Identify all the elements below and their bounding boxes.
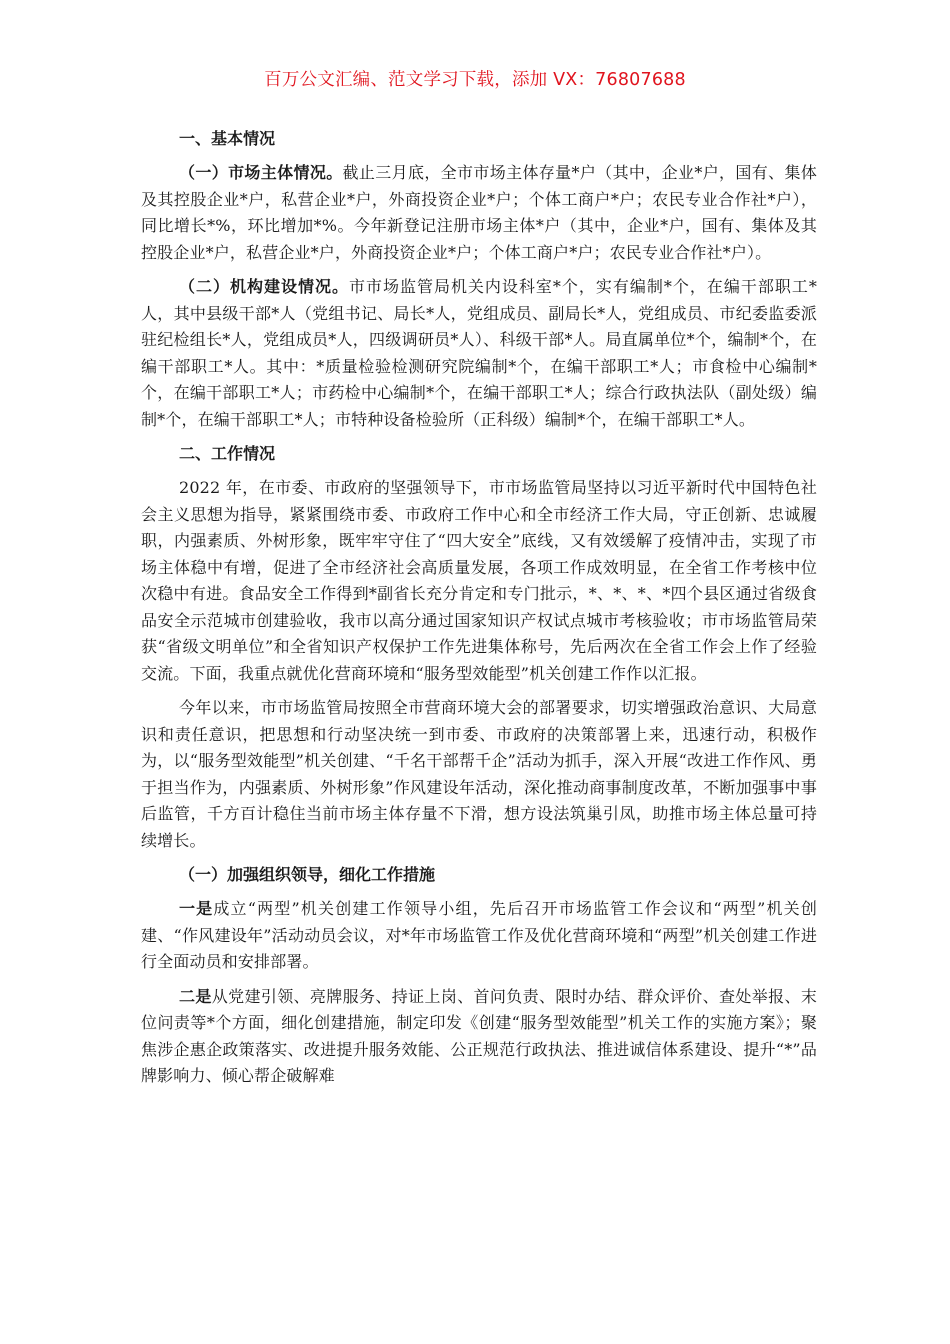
item-text: 成立“两型”机关创建工作领导小组，先后召开市场监管工作会议和“两型”机关创建、“作风建设年”活动动员会议，对*年市场监管工作及优化营商环境和“两型”机关创建工作进行全面动员和安排部署。 xyxy=(141,899,817,971)
item-lead: 一是 xyxy=(179,899,214,918)
paragraph-organization xyxy=(141,274,817,433)
watermark-banner: 百万公文汇编、范文学习下载，添加 VX：76807688 xyxy=(264,70,686,90)
paragraph-item-one xyxy=(141,896,817,976)
paragraph-text: 市市场监管局机关内设科室*个，实有编制*个，在编干部职工*人，其中县级干部*人（党组书记、局长*人，党组成员、副局长*人，党组成员、市纪委监委派驻纪检组长*人，党组成员*人，四级调研员*人）、科级干部*人。局直属单位*个，编制*个，在编干部职工*人。其中：*质量检验检测研究院编制*个，在编干部职工*人；市食检中心编制*个，在编干部职工*人；市药检中心编制*个，在编干部职工*人；综合行政执法队（副处级）编制*个，在编干部职工*人；市特种设备检验所（正科级）编制*个，在编干部职工*人。 xyxy=(141,277,817,429)
paragraph-text: 截止三月底，全市市场主体存量*户（其中，企业*户，国有、集体及其控股企业*户，私营企业*户，外商投资企业*户；个体工商户*户；农民专业合作社*户），同比增长*%，环比增加*%。今年新登记注册市场主体*户（其中，企业*户，国有、集体及其控股企业*户，私营企业*户，外商投资企业*户；个体工商户*户；农民专业合作社*户）。 xyxy=(141,163,817,262)
paragraph-item-two xyxy=(141,984,817,1090)
item-text: 从党建引领、亮牌服务、持证上岗、首问负责、限时办结、群众评价、查处举报、末位问责等*个方面，细化创建措施，制定印发《创建“服务型效能型”机关工作的实施方案》；聚焦涉企惠企政策落实、改进提升服务效能、公正规范行政执法、推进诚信体系建设、提升“*”品牌影响力、倾心帮企破解难 xyxy=(141,986,817,1085)
section-heading-work: 二、工作情况 xyxy=(179,444,276,463)
paragraph-work-2022: 2022 年，在市委、市政府的坚强领导下，市市场监管局坚持以习近平新时代中国特色社会主义思想为指导，紧紧围绕市委、市政府工作中心和全市经济工作大局，守正创新、忠诚履职，内强素质、外树形象，既牢牢守住了“四大安全”底线，又有效缓解了疫情冲击，实现了市场主体稳中有增，促进了全市经济社会高质量发展，各项工作成效明显，在全省工作考核中位次稳中有进。食品安全工作得到*副省长充分肯定和专门批示，*、*、*、*四个县区通过省级食品安全示范城市创建验收，我市以高分通过国家知识产权试点城市考核验收；市市场监管局荣获“省级文明单位”和全省知识产权保护工作先进集体称号，先后两次在全省工作会上作了经验交流。下面，我重点就优化营商环境和“服务型效能型”机关创建工作作以汇报。 xyxy=(141,478,817,683)
paragraph-lead: （二）机构建设情况。 xyxy=(179,277,349,296)
subsection-heading: （一）加强组织领导，细化工作措施 xyxy=(179,865,436,884)
document-body xyxy=(141,126,817,1098)
paragraph-market-entities xyxy=(141,160,817,266)
section-heading-basic: 一、基本情况 xyxy=(179,129,276,148)
paragraph-work-this-year: 今年以来，市市场监管局按照全市营商环境大会的部署要求，切实增强政治意识、大局意识和责任意识，把思想和行动坚决统一到市委、市政府的决策部署上来，迅速行动，积极作为，以“服务型效能型”机关创建、“千名干部帮千企”活动为抓手，深入开展“改进工作作风、勇于担当作为，内强素质、外树形象”作风建设年活动，深化推动商事制度改革，不断加强事中事后监管，千方百计稳住当前市场主体存量不下滑，想方设法筑巢引凤，助推市场主体总量可持续增长。 xyxy=(141,698,817,850)
paragraph-lead: （一）市场主体情况。 xyxy=(179,163,343,182)
item-lead: 二是 xyxy=(179,986,212,1006)
